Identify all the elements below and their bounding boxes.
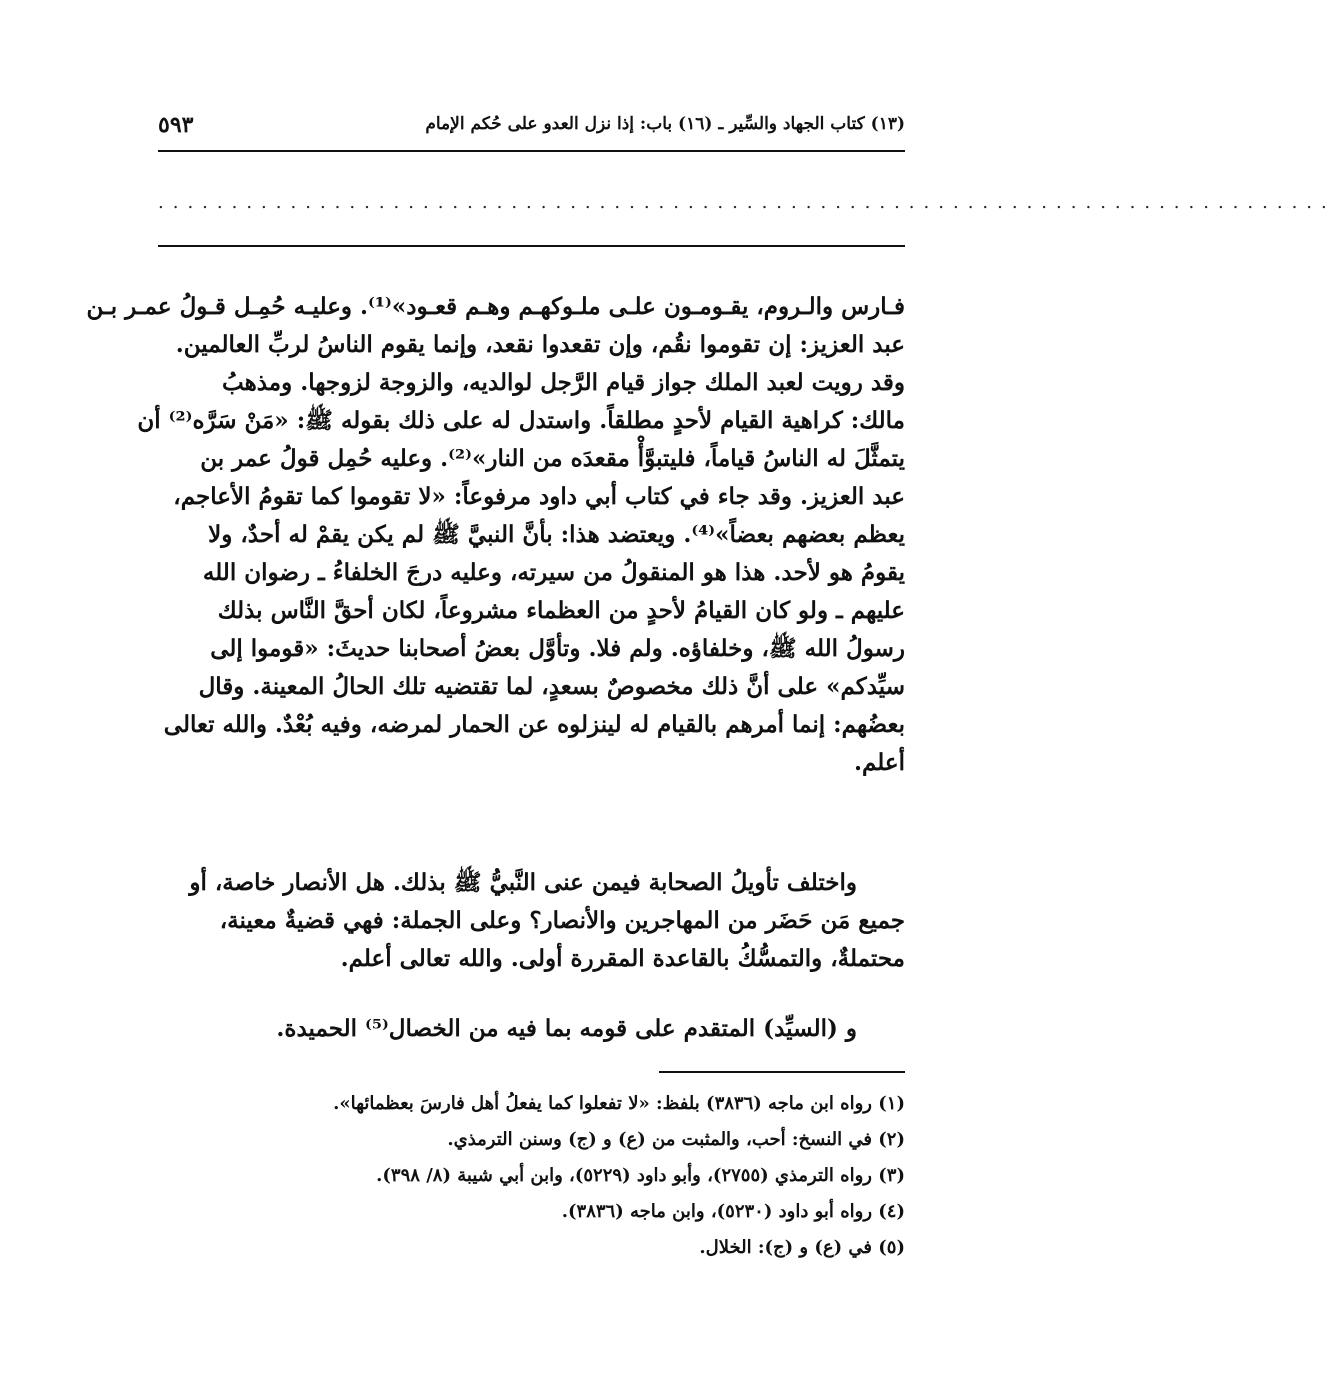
second-paragraph [158, 864, 905, 978]
text-line: يتمثَّلَ له الناسُ قياماً، فليتبوَّأْ مقعدَه من النار»⁽²⁾. وعليه حُمِل قولُ عمر بن [200, 445, 905, 472]
running-title: (١٣) كتاب الجهاد والسِّير ـ (١٦) باب: إذا نزل العدو على حُكم الإمام [425, 114, 905, 134]
text-line: يعظم بعضهم بعضاً»⁽⁴⁾. ويعتضد هذا: بأنَّ النبيَّ ﷺ لم يكن يقمْ له أحدٌ، ولا [208, 521, 905, 548]
footnote: (١) رواه ابن ماجه (٣٨٣٦) بلفظ: «لا تفعلوا كما يفعلُ أهل فارسَ بعظمائها». [333, 1093, 905, 1114]
text-line: أعلم. [853, 749, 905, 776]
main-paragraph [86, 288, 905, 782]
text-line: جميع مَن حَضَر من المهاجرين والأنصار؟ وعلى الجملة: فهي قضيةٌ معينة، [219, 907, 905, 934]
footnote: (٥) في (ع) و (ج): الخلال. [699, 1237, 905, 1258]
footnote-divider [659, 1071, 905, 1073]
footnote: (٤) رواه أبو داود (٥٢٣٠)، وابن ماجه (٣٨٣٦). [561, 1201, 905, 1222]
text-line: يقومُ هو لأحد. هذا هو المنقولُ من سيرته، وعليه درجَ الخلفاءُ ـ رضوان الله [202, 559, 905, 586]
text-line: وقد رويت لعبد الملك جواز قيام الرَّجل لوالديه، والزوجة لزوجها. ومذهبُ [222, 369, 905, 396]
footnote: (٣) رواه الترمذي (٢٧٥٥)، وأبو داود (٥٢٢٩)، وابن أبي شيبة (٨/ ٣٩٨). [376, 1165, 905, 1186]
text-line: عبد العزيز: إن تقوموا نقُم، وإن تقعدوا نقعد، وإنما يقوم الناسُ لربِّ العالمين. [175, 331, 905, 358]
text-line: بعضُهم: إنما أمرهم بالقيام له لينزلوه عن الحمار لمرضه، وفيه بُعْدٌ. والله تعالى [163, 711, 905, 738]
footnote: (٢) في النسخ: أحب، والمثبت من (ع) و (ج) وسنن الترمذي. [447, 1129, 905, 1150]
text-line: عليهم ـ ولو كان القيامُ لأحدٍ من العظماء مشروعاً، لكان أحقَّ النَّاس بذلك [217, 597, 905, 624]
dotted-separator: ................................................................................ [158, 192, 1336, 213]
text-line: و (السيِّد) المتقدم على قومه بما فيه من الخصال⁽⁵⁾ الحميدة. [276, 1015, 857, 1042]
third-paragraph [158, 1010, 905, 1048]
text-line: مالك: كراهية القيام لأحدٍ مطلقاً. واستدل له على ذلك بقوله ﷺ: «مَنْ سَرَّه⁽²⁾ أن [137, 407, 905, 434]
text-line: فـارس والـروم، يقـومـون علـى ملـوكهـم وهـم قعـود»⁽¹⁾. وعليـه حُمِـل قـولُ عمـر بـن [86, 293, 905, 320]
page-number: ٥٩٣ [158, 112, 194, 138]
text-line: رسولُ الله ﷺ، وخلفاؤه. ولم فلا. وتأوَّل بعضُ أصحابنا حديثَ: «قوموا إلى [210, 635, 905, 662]
text-line: سيِّدكم» على أنَّ ذلك مخصوصٌ بسعدٍ، لما تقتضيه تلك الحالُ المعينة. وقال [198, 673, 905, 700]
header-divider [158, 150, 905, 152]
section-divider [158, 245, 905, 247]
text-line: عبد العزيز. وقد جاء في كتاب أبي داود مرفوعاً: «لا تقوموا كما تقومُ الأعاجم، [173, 483, 905, 510]
text-line: محتملةٌ، والتمسُّكُ بالقاعدة المقررة أولى. والله تعالى أعلم. [340, 945, 905, 972]
footnotes [158, 1086, 905, 1266]
page-header [158, 108, 905, 152]
text-line: واختلف تأويلُ الصحابة فيمن عنى النَّبيُّ ﷺ بذلك. هل الأنصار خاصة، أو [189, 869, 857, 896]
